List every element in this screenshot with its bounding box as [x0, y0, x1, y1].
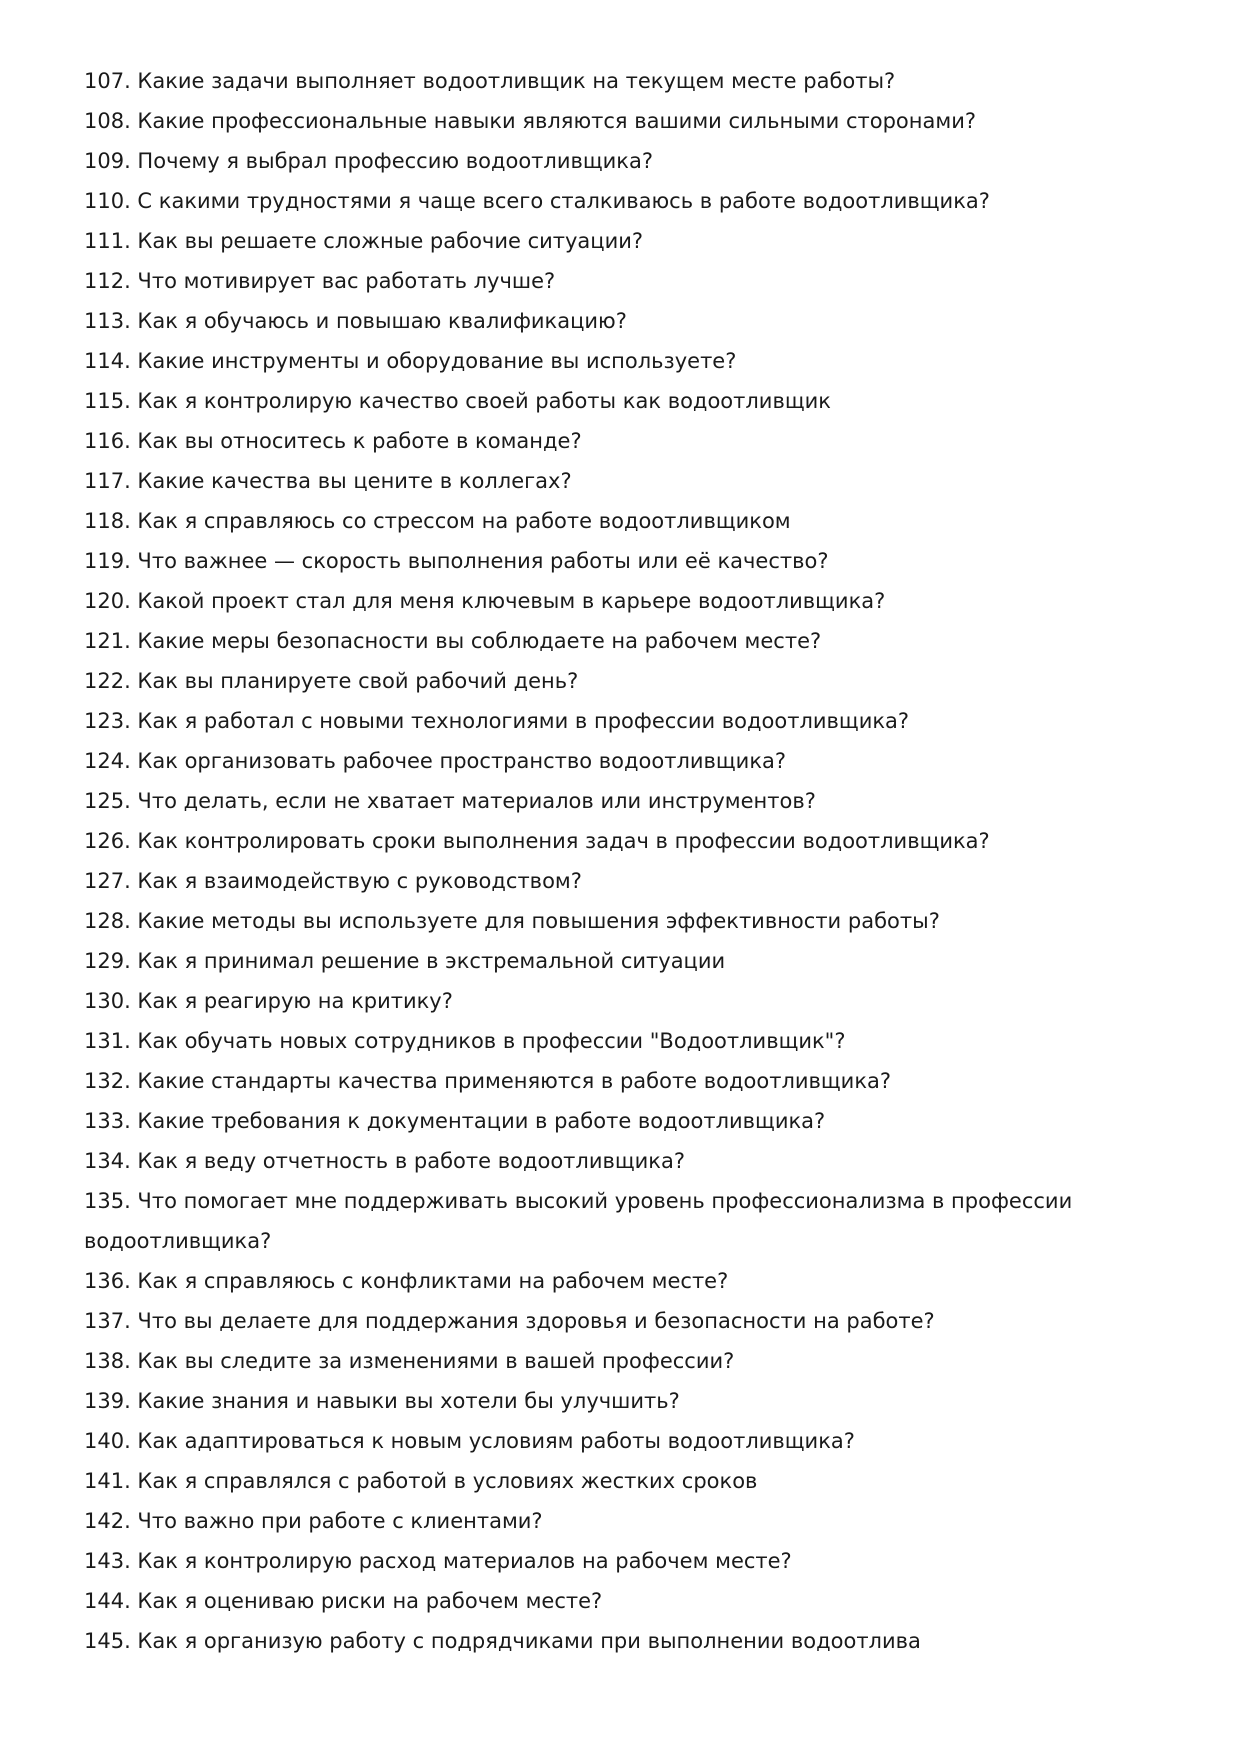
question-item: 114. Какие инструменты и оборудование вы используете?: [84, 349, 737, 373]
question-item: 143. Как я контролирую расход материалов на рабочем месте?: [84, 1549, 792, 1573]
question-item: 131. Как обучать новых сотрудников в профессии "Водоотливщик"?: [84, 1029, 846, 1053]
question-list: [84, 61, 1164, 1661]
question-item: 144. Как я оцениваю риски на рабочем месте?: [84, 1589, 603, 1613]
question-item: 129. Как я принимал решение в экстремальной ситуации: [84, 949, 726, 973]
question-item: 133. Какие требования к документации в работе водоотливщика?: [84, 1109, 826, 1133]
question-item: 117. Какие качества вы цените в коллегах?: [84, 469, 572, 493]
question-item: 110. С какими трудностями я чаще всего сталкиваюсь в работе водоотливщика?: [84, 189, 990, 213]
question-item: 136. Как я справляюсь с конфликтами на рабочем месте?: [84, 1269, 729, 1293]
question-item: 119. Что важнее — скорость выполнения работы или её качество?: [84, 549, 829, 573]
question-item: 137. Что вы делаете для поддержания здоровья и безопасности на работе?: [84, 1309, 935, 1333]
question-item: 145. Как я организую работу с подрядчиками при выполнении водоотлива: [84, 1629, 921, 1653]
question-item: 124. Как организовать рабочее пространство водоотливщика?: [84, 749, 787, 773]
question-item: 125. Что делать, если не хватает материалов или инструментов?: [84, 789, 816, 813]
question-item: 128. Какие методы вы используете для повышения эффективности работы?: [84, 909, 940, 933]
question-item: 141. Как я справлялся с работой в условиях жестких сроков: [84, 1469, 758, 1493]
question-item: 140. Как адаптироваться к новым условиям работы водоотливщика?: [84, 1429, 855, 1453]
question-item: 120. Какой проект стал для меня ключевым в карьере водоотливщика?: [84, 589, 886, 613]
question-item: 132. Какие стандарты качества применяются в работе водоотливщика?: [84, 1069, 892, 1093]
question-item: 121. Какие меры безопасности вы соблюдаете на рабочем месте?: [84, 629, 822, 653]
question-item: 118. Как я справляюсь со стрессом на работе водоотливщиком: [84, 509, 791, 533]
question-item: 130. Как я реагирую на критику?: [84, 989, 453, 1013]
question-item: 135. Что помогает мне поддерживать высокий уровень профессионализма в профессии водоотливщика?: [84, 1189, 1073, 1253]
question-item: 113. Как я обучаюсь и повышаю квалификацию?: [84, 309, 627, 333]
question-item: 122. Как вы планируете свой рабочий день?: [84, 669, 579, 693]
question-item: 139. Какие знания и навыки вы хотели бы улучшить?: [84, 1389, 680, 1413]
question-item: 116. Как вы относитесь к работе в команде?: [84, 429, 582, 453]
question-item: 127. Как я взаимодействую с руководством?: [84, 869, 582, 893]
question-item: 107. Какие задачи выполняет водоотливщик на текущем месте работы?: [84, 69, 896, 93]
question-item: 134. Как я веду отчетность в работе водоотливщика?: [84, 1149, 685, 1173]
question-item: 108. Какие профессиональные навыки являются вашими сильными сторонами?: [84, 109, 976, 133]
question-item: 115. Как я контролирую качество своей работы как водоотливщик: [84, 389, 831, 413]
question-item: 123. Как я работал с новыми технологиями в профессии водоотливщика?: [84, 709, 910, 733]
question-item: 138. Как вы следите за изменениями в вашей профессии?: [84, 1349, 735, 1373]
question-item: 126. Как контролировать сроки выполнения задач в профессии водоотливщика?: [84, 829, 990, 853]
question-item: 111. Как вы решаете сложные рабочие ситуации?: [84, 229, 644, 253]
question-item: 109. Почему я выбрал профессию водоотливщика?: [84, 149, 653, 173]
question-item: 142. Что важно при работе с клиентами?: [84, 1509, 543, 1533]
question-item: 112. Что мотивирует вас работать лучше?: [84, 269, 556, 293]
